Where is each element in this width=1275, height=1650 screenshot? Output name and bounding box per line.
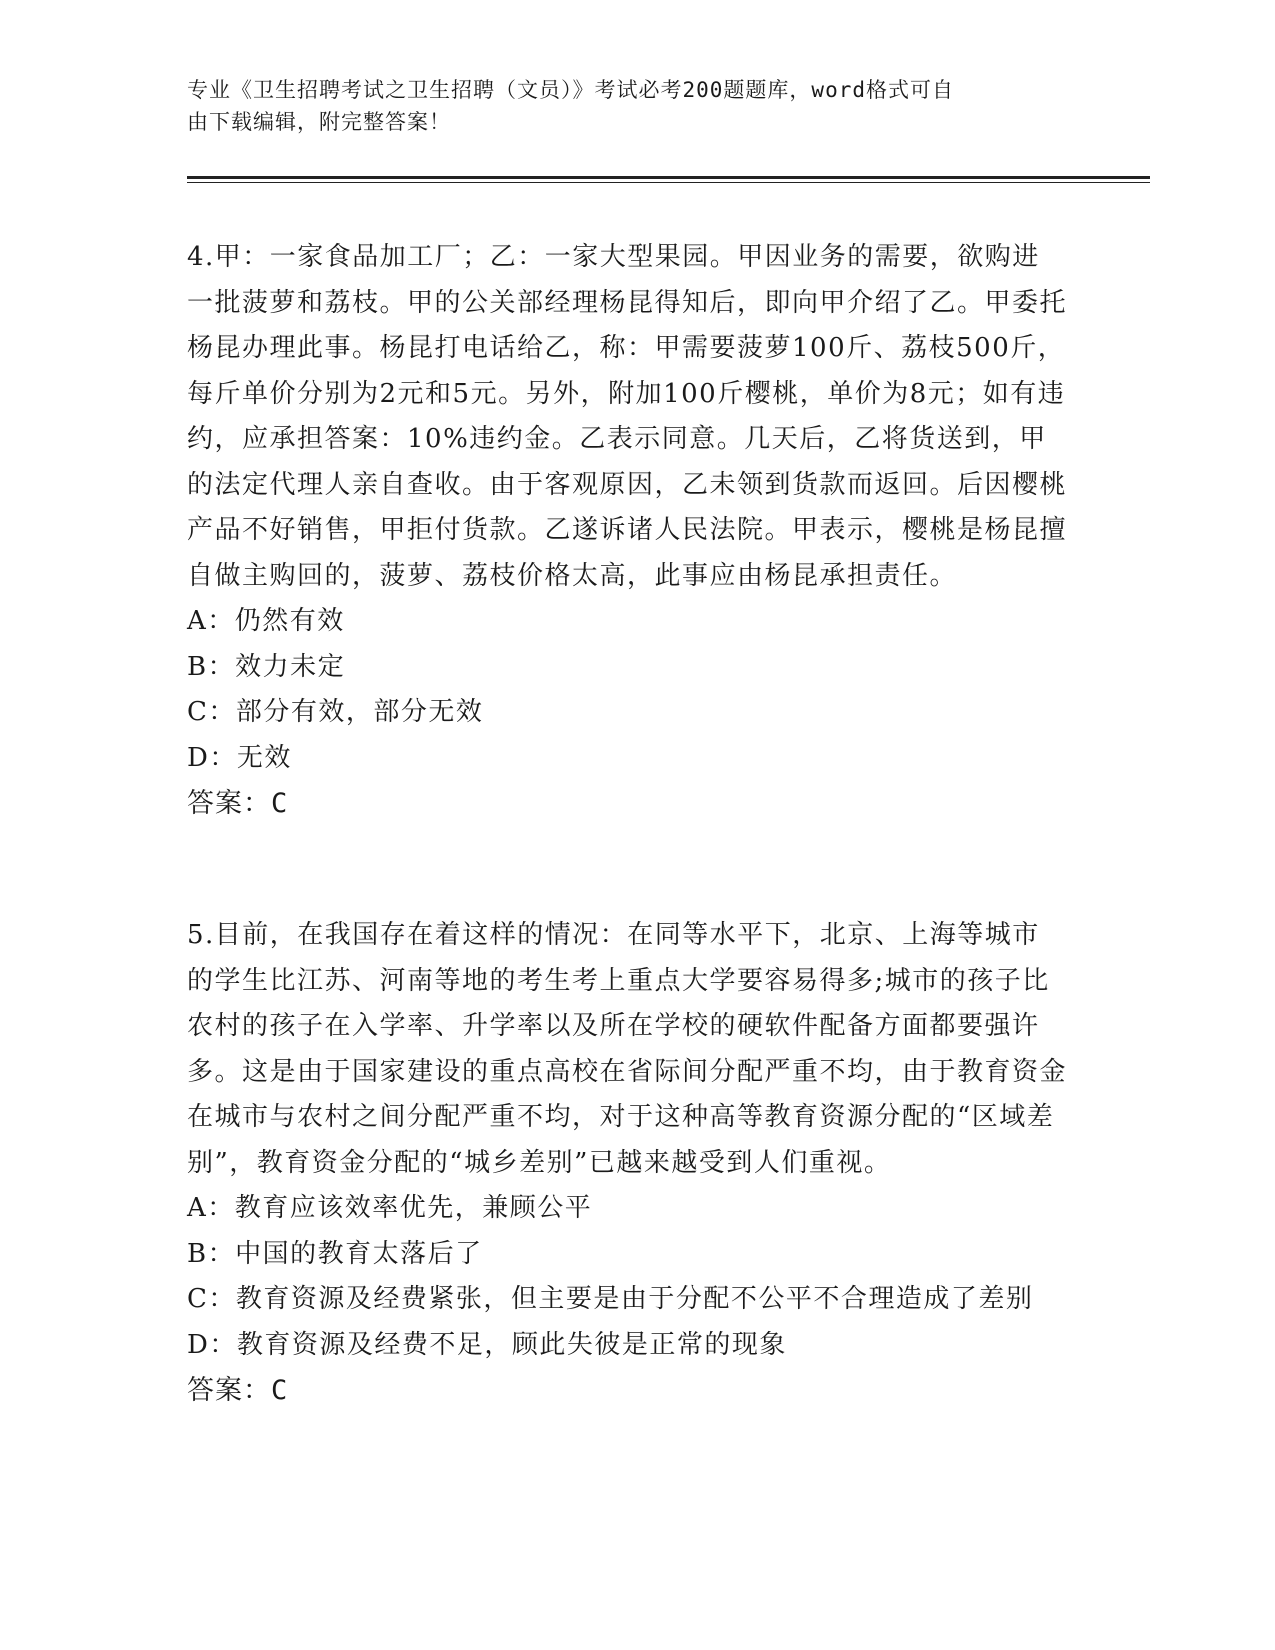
option-d: D：教育资源及经费不足，顾此失彼是正常的现象 [187,1329,787,1360]
option-d: D：无效 [187,742,292,773]
option-c: C：部分有效，部分无效 [187,697,484,727]
answer-line: 答案：C [187,1375,289,1406]
option-a: A：仍然有效 [187,606,345,636]
header-title-line-1: 专业《卫生招聘考试之卫生招聘（文员）》考试必考200题题库，word格式可自 [187,78,954,102]
question-stem: 4.甲：一家食品加工厂；乙：一家大型果园。甲因业务的需要，欲购进一批菠萝和荔枝。甲的公关部经理杨昆得知后，即向甲介绍了乙。甲委托杨昆办理此事。杨昆打电话给乙，称：甲需要菠萝100斤、荔枝500斤，每斤单价分别为2元和5元。另外，附加100斤樱桃，单价为8元；如有违约，应承担答案：10%违约金。乙表示同意。几天后，乙将货送到，甲的法定代理人亲自查收。由于客观原因，乙未领到货款而返回。后因樱桃产品不好销售，甲拒付货款。乙遂诉诸人民法院。甲表示，樱桃是杨昆擅自做主购回的，菠萝、荔枝价格太高，此事应由杨昆承担责任。 [187,242,1068,591]
header-divider-thin [187,182,1150,183]
header-divider-thick [187,176,1150,179]
question-4 [187,235,1067,827]
option-a: A：教育应该效率优先，兼顾公平 [187,1193,593,1223]
header-title-line-2: 由下载编辑，附完整答案！ [187,110,451,134]
question-stem: 5.目前，在我国存在着这样的情况：在同等水平下，北京、上海等城市的学生比江苏、河南等地的考生考上重点大学要容易得多;城市的孩子比农村的孩子在入学率、升学率以及所在学校的硬软件配备方面都要强许多。这是由于国家建设的重点高校在省际间分配严重不均，由于教育资金在城市与农村之间分配严重不均，对于这种高等教育资源分配的“区域差别”，教育资金分配的“城乡差别”已越来越受到人们重视。 [187,920,1068,1178]
option-c: C：教育资源及经费紧张，但主要是由于分配不公平不合理造成了差别 [187,1284,1034,1314]
document-header [187,74,1067,138]
option-b: B：效力未定 [187,651,346,682]
question-5 [187,913,1067,1414]
answer-line: 答案：C [187,788,289,819]
option-b: B：中国的教育太落后了 [187,1238,483,1269]
